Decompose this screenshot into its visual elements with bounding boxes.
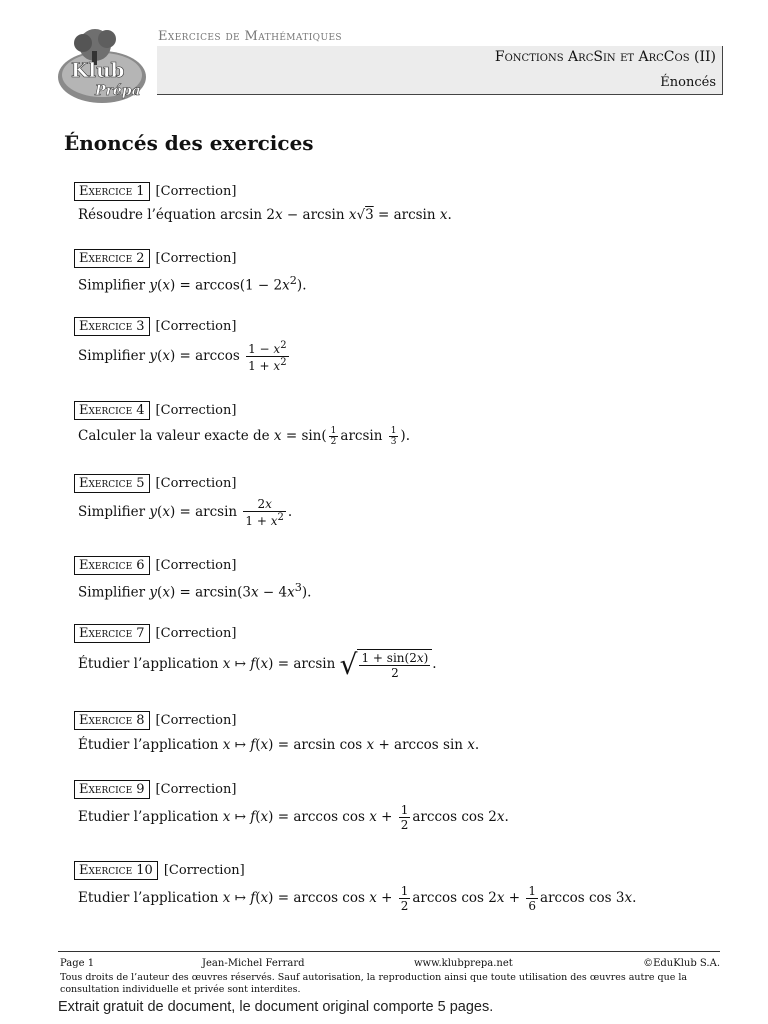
- exercise-1-header: [74, 182, 236, 201]
- correction-link[interactable]: [Correction]: [155, 251, 237, 266]
- header-series: Exercices de Mathématiques: [158, 29, 342, 44]
- footer-rights: Tous droits de l’auteur des œuvres réservés. Sauf autorisation, la reproduction ainsi que toute utilisation des œuvres autre que la consultation individuelle et privée sont interdites.: [60, 972, 688, 995]
- exercise-4-header: [74, 401, 236, 420]
- exercise-label: Exercice 5: [74, 474, 150, 493]
- correction-link[interactable]: [Correction]: [163, 863, 245, 878]
- exercise-text: Simplifier: [78, 348, 150, 364]
- exercise-5-text: Simplifier y(x) = arcsin $\frac{2x}{1 + x^2}$ .: [78, 497, 293, 528]
- exercise-5-header: [74, 474, 236, 493]
- correction-link[interactable]: [Correction]: [155, 184, 237, 199]
- exercise-text: Etudier l’application: [78, 809, 223, 825]
- correction-link[interactable]: [Correction]: [155, 319, 237, 334]
- exercise-text: Calculer la valeur exacte de: [78, 428, 274, 444]
- excerpt-notice: Extrait gratuit de document, le document original comporte 5 pages.: [58, 999, 494, 1015]
- exercise-label: Exercice 7: [74, 624, 150, 643]
- exercise-label: Exercice 2: [74, 249, 150, 268]
- correction-link[interactable]: [Correction]: [155, 713, 237, 728]
- exercise-text: Simplifier: [78, 504, 150, 520]
- exercise-1-text: Résoudre l’équation arcsin 2x − arcsin x√3 = arcsin x.: [78, 207, 452, 223]
- exercise-7-text: Étudier l’application x ↦ f(x) = arcsin √ $\frac{1 + \sin(2x)}{2}$ .: [78, 648, 437, 681]
- exercise-text: Simplifier: [78, 584, 150, 601]
- exercise-label: Exercice 9: [74, 780, 150, 799]
- exercise-10-header: [74, 861, 245, 880]
- footer-copyright: ©EduKlub S.A.: [643, 958, 720, 969]
- correction-link[interactable]: [Correction]: [155, 558, 237, 573]
- exercise-2-text: Simplifier $y(x) = \arccos(1 - 2x^2)$.: [78, 274, 307, 294]
- footer-author: Jean-Michel Ferrard: [202, 958, 305, 969]
- svg-text:Klub: Klub: [71, 58, 125, 82]
- page-title: Fonctions ArcSin et ArcCos (II): [494, 49, 716, 65]
- exercise-label: Exercice 4: [74, 401, 150, 420]
- footer-site-link[interactable]: www.klubprepa.net: [414, 958, 513, 969]
- page-subtitle: Énoncés: [660, 75, 716, 90]
- exercise-label: Exercice 8: [74, 711, 150, 730]
- exercise-label: Exercice 6: [74, 556, 150, 575]
- footer-divider: [58, 951, 720, 952]
- exercise-text: Simplifier: [78, 277, 150, 294]
- svg-text:Prépa: Prépa: [95, 83, 141, 99]
- exercise-3-header: [74, 317, 236, 336]
- exercise-label: Exercice 1: [74, 182, 150, 201]
- correction-link[interactable]: [Correction]: [155, 782, 237, 797]
- exercise-2-header: [74, 249, 236, 268]
- exercise-text: Etudier l’application: [78, 890, 223, 906]
- exercise-7-header: [74, 624, 236, 643]
- exercise-8-header: [74, 711, 236, 730]
- exercise-text: Résoudre l’équation: [78, 207, 221, 223]
- exercise-3-text: Simplifier y(x) = arccos $\frac{1 - x^2}{1 + x^2}$: [78, 340, 287, 373]
- exercise-10-text: Etudier l’application x ↦ f(x) = arccos cos x + $\frac{1}{2}$ arccos cos 2x + $\frac{1}{6}$ arccos cos 3x.: [78, 884, 637, 913]
- header-box: [157, 46, 723, 95]
- correction-link[interactable]: [Correction]: [155, 476, 237, 491]
- exercise-text: Étudier l’application: [78, 737, 223, 753]
- exercise-9-text: Etudier l’application x ↦ f(x) = arccos cos x + $\frac{1}{2}$ arccos cos 2x.: [78, 803, 509, 832]
- klubprepa-logo: [55, 25, 150, 105]
- exercise-8-text: Étudier l’application x ↦ f(x) = arcsin cos x + arccos sin x.: [78, 737, 480, 753]
- exercise-4-text: Calculer la valeur exacte de x = sin( $\frac{1}{2}$ arcsin $\frac{1}{3}$ ).: [78, 426, 410, 447]
- exercise-label: Exercice 3: [74, 317, 150, 336]
- correction-link[interactable]: [Correction]: [155, 403, 237, 418]
- exercise-label: Exercice 10: [74, 861, 158, 880]
- correction-link[interactable]: [Correction]: [155, 626, 237, 641]
- exercise-9-header: [74, 780, 236, 799]
- exercise-6-header: [74, 556, 236, 575]
- footer-page: Page 1: [60, 958, 95, 969]
- section-title: Énoncés des exercices: [64, 131, 314, 155]
- exercise-text: Étudier l’application: [78, 656, 223, 672]
- exercise-6-text: Simplifier $y(x) = \arcsin(3x - 4x^3)$.: [78, 581, 312, 601]
